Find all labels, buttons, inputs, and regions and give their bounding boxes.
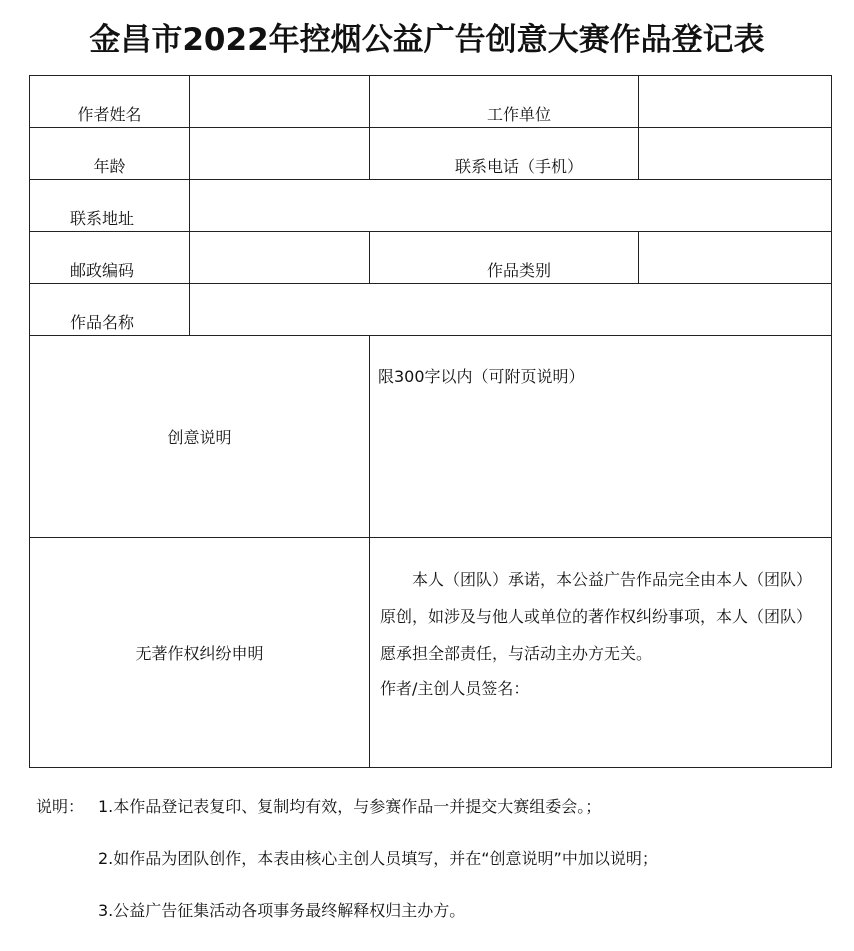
note-item: 2.如作品为团队创作，本表由核心主创人员填写，并在“创意说明”中加以说明； <box>98 849 658 868</box>
note-item: 3.公益广告征集活动各项事务最终解释权归主办方。 <box>98 901 466 920</box>
address-label: 联系地址 <box>30 180 190 232</box>
notes-prefix: 说明： <box>36 797 85 816</box>
page-title: 金昌市2022年控烟公益广告创意大赛作品登记表 <box>89 22 765 58</box>
note-item: 1.本作品登记表复印、复制均有效，与参赛作品一并提交大赛组委会。； <box>98 797 602 816</box>
postcode-field[interactable] <box>190 232 370 284</box>
phone-field[interactable] <box>639 128 832 180</box>
work-name-label: 作品名称 <box>30 284 190 336</box>
creative-label: 创意说明 <box>30 336 370 538</box>
signature-label: 作者/主创人员签名： <box>380 679 530 699</box>
phone-label: 联系电话（手机） <box>370 128 639 180</box>
author-name-label: 作者姓名 <box>30 76 190 128</box>
creative-field[interactable] <box>370 336 832 538</box>
declaration-text: 本人（团队）承诺，本公益广告作品完全由本人（团队）原创，如涉及与他人或单位的著作权纠纷事项，本人（团队）愿承担全部责任，与活动主办方无关。 <box>380 570 813 663</box>
creative-hint: 限300字以内（可附页说明） <box>378 367 585 386</box>
copyright-label: 无著作权纠纷申明 <box>30 538 370 768</box>
age-field[interactable] <box>190 128 370 180</box>
work-category-field[interactable] <box>639 232 832 284</box>
work-unit-label: 工作单位 <box>370 76 639 128</box>
postcode-label: 邮政编码 <box>30 232 190 284</box>
work-name-field[interactable] <box>190 284 832 336</box>
work-category-label: 作品类别 <box>370 232 639 284</box>
address-field[interactable] <box>190 180 832 232</box>
declaration-cell <box>370 538 832 768</box>
age-label: 年龄 <box>30 128 190 180</box>
registration-form <box>29 75 832 768</box>
author-name-field[interactable] <box>190 76 370 128</box>
work-unit-field[interactable] <box>639 76 832 128</box>
